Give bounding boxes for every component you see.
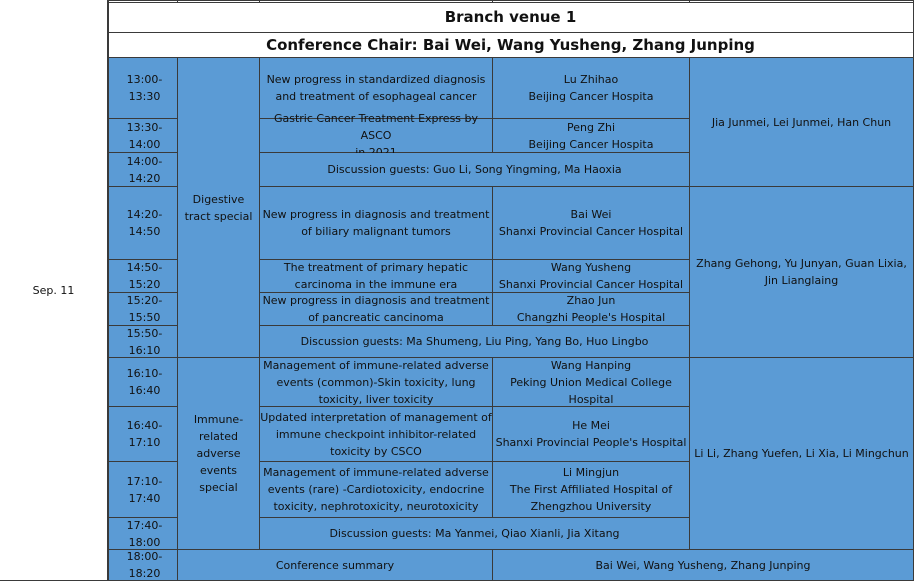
topic-line: immune checkpoint inhibitor-related	[275, 427, 477, 441]
session-immune	[178, 358, 260, 550]
speaker-cell	[493, 187, 690, 260]
topic-line: New progress in standardized diagnosis	[266, 73, 486, 86]
speaker-hospital: Beijing Cancer Hospita	[528, 137, 654, 151]
time-label: 14:00-14:20	[126, 154, 163, 185]
topic-line: carcinoma in the immune era	[294, 278, 458, 291]
speaker-cell	[493, 407, 690, 462]
speaker-hospital: Shanxi Provincial People's Hospital	[495, 436, 687, 449]
topic-line: Gastric Cancer Treatment Express by ASCO	[273, 112, 479, 142]
topic-cell	[260, 260, 493, 293]
topic-cell	[260, 462, 493, 518]
discussion-text: Discussion guests: Guo Li, Song Yingming, Ma Haoxia	[327, 163, 622, 176]
speaker-hospital: Peking Union Medical College	[510, 375, 672, 389]
time-label: 17:40-18:00	[126, 518, 163, 549]
topic-line: toxicity, nephrotoxicity, neurotoxicity	[273, 500, 479, 513]
time-label: 16:10-16:40	[126, 367, 163, 397]
time-cell	[108, 260, 178, 293]
moderators-3	[690, 358, 914, 550]
venue-title-text: Branch venue 1	[444, 8, 577, 26]
venue-title	[108, 3, 914, 33]
summary-hosts-text: Bai Wei, Wang Yusheng, Zhang Junping	[595, 558, 811, 572]
time-cell	[108, 293, 178, 326]
date-cell	[0, 0, 108, 581]
time-label: 17:10-17:40	[126, 474, 163, 505]
topic-line: New progress in diagnosis and treatment	[262, 294, 490, 307]
speaker-name: Wang Yusheng	[550, 261, 632, 274]
speaker-name: Bai Wei	[570, 208, 612, 221]
time-label: 18:00-18:20	[126, 550, 163, 580]
topic-cell	[260, 358, 493, 407]
moderators-2	[690, 187, 914, 358]
summary-cell	[178, 550, 493, 581]
time-cell	[108, 326, 178, 358]
moderator-line: Jia Junmei, Lei Junmei, Han Chun	[711, 115, 892, 129]
time-label: 13:30-14:00	[126, 120, 163, 151]
time-cell	[108, 518, 178, 550]
session-digestive	[178, 58, 260, 358]
time-cell	[108, 407, 178, 462]
speaker-name: He Mei	[572, 419, 610, 432]
speaker-name: Peng Zhi	[566, 120, 616, 134]
time-cell	[108, 187, 178, 260]
moderators-1	[690, 58, 914, 187]
speaker-name: Lu Zhihao	[563, 73, 619, 86]
discussion-cell	[260, 153, 690, 187]
speaker-hospital: The First Affiliated Hospital of	[509, 483, 673, 496]
speaker-cell	[493, 358, 690, 407]
speaker-name: Wang Hanping	[550, 358, 632, 372]
time-label: 14:50-15:20	[126, 261, 163, 291]
topic-line: events (common)-Skin toxicity, lung	[276, 375, 476, 389]
summary-text: Conference summary	[275, 558, 395, 572]
discussion-text: Discussion guests: Ma Shumeng, Liu Ping, Yang Bo, Huo Lingbo	[300, 335, 649, 348]
topic-cell	[260, 112, 493, 153]
topic-line: of biliary malignant tumors	[301, 225, 451, 238]
speaker-cell	[493, 58, 690, 119]
moderator-line: Zhang Gehong, Yu Junyan, Guan Lixia,	[696, 257, 907, 270]
speaker-name: Zhao Jun	[566, 294, 616, 307]
time-label: 13:00-13:30	[126, 73, 163, 103]
topic-line: toxicity by CSCO	[330, 444, 422, 458]
time-cell	[108, 119, 178, 153]
topic-line: Updated interpretation of management of	[260, 410, 492, 424]
chair-title-text: Conference Chair: Bai Wei, Wang Yusheng, Zhang Junping	[266, 35, 755, 54]
topic-line: New progress in diagnosis and treatment	[262, 208, 490, 221]
discussion-cell	[260, 326, 690, 358]
time-cell	[108, 358, 178, 407]
speaker-cell	[493, 462, 690, 518]
speaker-hospital: Shanxi Provincial Cancer Hospital	[498, 225, 684, 238]
topic-cell	[260, 407, 493, 462]
time-label: 15:20-15:50	[126, 294, 163, 324]
time-cell	[108, 153, 178, 187]
speaker-hospital: Changzhi People's Hospital	[516, 311, 666, 324]
time-cell	[108, 462, 178, 518]
summary-hosts-cell	[493, 550, 914, 581]
time-label: 16:40-17:10	[126, 419, 163, 449]
speaker-hospital: Shanxi Provincial Cancer Hospital	[498, 278, 684, 291]
session-label: Digestive tract special	[184, 192, 253, 223]
topic-line: of pancreatic cancinoma	[308, 311, 444, 324]
time-cell	[108, 58, 178, 119]
speaker-cell	[493, 119, 690, 153]
session-label: Immune-related adverse events special	[193, 413, 244, 494]
topic-line: toxicity, liver toxicity	[318, 392, 434, 406]
date-label: Sep. 11	[32, 283, 75, 297]
topic-cell	[260, 187, 493, 260]
speaker-hospital: Beijing Cancer Hospita	[528, 90, 654, 103]
speaker-cell	[493, 293, 690, 326]
time-label: 15:50-16:10	[126, 326, 163, 357]
time-label: 14:20-14:50	[126, 208, 163, 238]
speaker-cell	[493, 260, 690, 293]
discussion-text: Discussion guests: Ma Yanmei, Qiao Xianli, Jia Xitang	[329, 527, 620, 540]
time-cell	[108, 550, 178, 581]
topic-line: The treatment of primary hepatic	[283, 261, 469, 274]
speaker-name: Li Mingjun	[562, 466, 620, 479]
topic-line: events (rare) -Cardiotoxicity, endocrine	[267, 483, 485, 496]
topic-cell	[260, 293, 493, 326]
chair-title	[108, 33, 914, 58]
discussion-cell	[260, 518, 690, 550]
speaker-hospital: Zhengzhou University	[530, 500, 652, 513]
topic-line: Management of immune-related adverse	[263, 358, 489, 372]
topic-line: Management of immune-related adverse	[263, 466, 489, 479]
topic-line: and treatment of esophageal cancer	[275, 90, 477, 103]
moderator-line: Jin Lianglaing	[764, 274, 839, 287]
moderator-line: Li Li, Zhang Yuefen, Li Xia, Li Mingchun	[694, 447, 909, 460]
speaker-hospital: Hospital	[568, 392, 614, 406]
